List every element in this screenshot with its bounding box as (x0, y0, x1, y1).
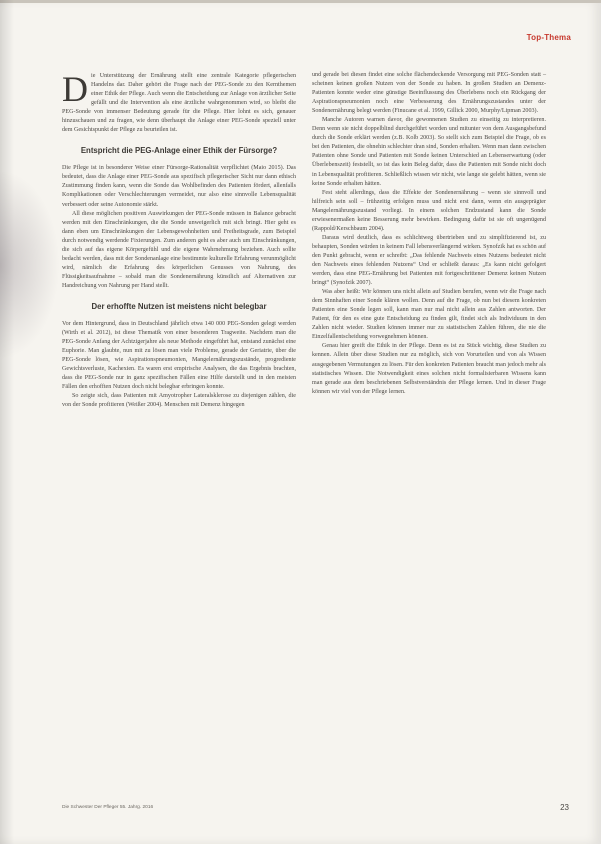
subheading-fuersorge: Entspricht die PEG-Anlage einer Ethik der Fürsorge? (80, 146, 278, 156)
body-paragraph: All diese möglichen positiven Auswirkungen der PEG-Sonde müssen in Balance gebracht werden mit den Einschränkungen, die die Sonde unweigerlich mit sich bringt. Hier geht es dann eben um Einschränkungen der Lebensgewohnheiten und Freiheitsgrade, zum Beispiel durch notwendig werdende Fixierungen. Zum anderen geht es aber auch um Einschränkungen, die sich auf das eigene Körpergefühl und die eigene Wahrnehmung beziehen. Auch sollte bedacht werden, dass mit der Sondenanlage eine bestimmte kulturelle Erfahrung verunmöglicht wird, nämlich die Erfahrung des körperlichen Genusses von Nahrung, des Flüssigkeitsaufnahme – sobald man die Sondenernährung künstlich auf Alternativen zur Handreichung von Nahrung per Hand stellt. (62, 210, 296, 289)
body-paragraph: Manche Autoren warnen davor, die gewonnenen Studien zu einseitig zu interpretieren. Denn wenn sie nicht doppelblind durchgeführt worden und mitunter von dem Ausgangsbefund durch die Sonde erklärt werden (z.B. Kolb 2003). So stellt sich zum Beispiel die Frage, ob es bei den Patienten, die ohnehin schlechter dran sind, Sonden erhalten. Wenn man dann zwischen Patienten ohne Sonde und Patienten mit Sonde keinen Unterschied an Lebenserwartung (oder Überlebenszeit) feststellt, so ist das kein Beleg dafür, dass die Patienten mit Sonde nicht doch in Lebensqualität profitieren. Schließlich wissen wir nicht, wie lange sie gelebt hätten, wenn sie keine Sonde erhalten hätten. (312, 117, 546, 187)
right-column (312, 71, 546, 397)
top-rule (0, 0, 601, 3)
journal-footer: Die Schwester Der Pfleger 55. Jahrg. 2016 (62, 805, 154, 810)
page-fold-shadow (0, 0, 14, 844)
body-paragraph: Die Pflege ist in besonderer Weise einer Fürsorge-Rationalität verpflichtet (Maio 2015). Das bedeutet, dass die Anlage einer PEG-Sonde aus spezifisch pflegerischer Sicht nur dann ethisch Zustimmung finden kann, wenn die Sonde das Wohlbefinden des Patienten fördert, allenfalls Komplikationen oder Verschlechterungen vermeidet, nur also eine sinnvolle Lebensqualität verbessert oder seine Autonomie stärkt. (62, 165, 296, 208)
page-number: 23 (560, 803, 569, 812)
drop-cap: D (62, 69, 88, 109)
left-column (62, 69, 296, 410)
body-paragraph: Vor dem Hintergrund, dass in Deutschland jährlich etwa 140 000 PEG-Sonden gelegt werden (Wirth et al. 2012), ist diese Thematik von einer besonderen Tragweite. Nachdem man die PEG-Sonde Anfang der Achtzigerjahre als neue Methode eingeführt hat, entstand zunächst eine Euphorie. Man glaubte, nun mit zu lösen man viele Probleme, gerade der Geriatrie, über die PEG-Sonde lösen, wie Aspirationspneumonien, Mangelernährungszustände, progrediente Gewichtsverluste, Kachexien. Es waren erst empirische Analysen, die das Ergebnis brachten, dass die PEG-Sonde nur in ganz spezifischen Fällen eine Hilfe darstellt und in den meisten Fällen den erhofften Nutzen doch nicht belegbar erbringen konnte. (62, 320, 296, 391)
section-label: Top-Thema (526, 33, 571, 42)
body-paragraph: Was aber heißt: Wir können uns nicht allein auf Studien berufen, wenn wir die Frage nach dem Sinnhaften einer Sonde klären wollen. Denn auf die Frage, ob nun bei diesem konkreten Patienten eine Sonde legen soll, kann man nur mal nicht allein aus Zahlen antworten. Der Patient, für den es eine gute Entscheidung zu finden gilt, findet sich als Individuum in den Zahlen nicht wieder. Studien können immer nur zu statistischen Zahlen führen, die nie die Einzelfallentscheidung vorwegnehmen können. (312, 289, 546, 341)
body-paragraph: Fest steht allerdings, dass die Effekte der Sondenernährung – wenn sie sinnvoll und hilfreich sein soll – frühzeitig erfolgen muss und nicht erst dann, wenn ein ausgeprägter Mangelernährungszustand vorliegt. In einem solchen Endzustand kann die Sonde erwiesenermaßen keine Besserung mehr bewirken. Bedingung dafür ist sie oft ungenügend (Rappold/Kerschbaum 2004). (312, 189, 546, 232)
body-paragraph: So zeigte sich, dass Patienten mit Amyotropher Lateralsklerose zu diejenigen zählen, die von der Sonde profitieren (Weißer 2004). Menschen mit Demenz hingegen (62, 393, 296, 409)
subheading-nutzen: Der erhoffte Nutzen ist meistens nicht belegbar (91, 301, 267, 311)
scan-shadow (0, 170, 60, 360)
body-paragraph: Genau hier greift die Ethik in der Pflege. Denn es ist zu Stück wichtig, diese Studien zu kennen. Allein über diese Studien nur zu möglich, sich von Vorurteilen und von als Wissen ausgegebenen Vermutungen zu lösen. Für den konkreten Patienten braucht man jedoch mehr als statistisches Wissen. Die Notwendigkeit eines solchen nicht formalisierbaren Wissens kann man gerade aus dem beschriebenen Selbstverständnis der Pflege lernen. Und in dieser Frage können wir viel von der Pflege lernen. (312, 343, 546, 395)
body-paragraph: und gerade bei diesen findet eine solche flächendeckende Versorgung mit PEG-Sonden statt – scheinen keinen großen Nutzen von der Sonde zu haben. In großen Studien an Demenz-Patienten konnte weder eine günstige Beeinflussung des Überlebens noch ein Rückgang der Aspirationspneumonien noch eine Verbesserung des Ernährungszustandes unter der Sondenernährung belegt werden (Finucane et al. 1999, Gillick 2000, Murphy/Lipman 2003). (312, 72, 546, 115)
body-paragraph: Daraus wird deutlich, dass es schlichtweg übertrieben und zu simplifizierend ist, zu behaupten, Sonden würden in keinem Fall lebensverlängernd wirken. Synofzik hat es schön auf den Punkt gebracht, wenn er schreibt: „Das fehlende Nachweis eines Nutzens bedeutet nicht den Nachweis eines fehlenden Nutzens“ Und er schließt daraus: „Es kann nicht gefolgert werden, dass eine PEG-Ernährung bei Patienten mit fortgeschrittener Demenz keinen Nutzen bringt“ (Synofzik 2007). (312, 234, 546, 287)
intro-text: ie Unterstützung der Ernährung stellt eine zentrale Kategorie pflegerischen Handelns dar. Daher gehört die Frage nach der PEG-Sonde zu den Kernthemen einer Ethik der Pflege. Auch wenn die Entscheidung zur Anlage von ärztlicher Seite gefällt und die Intervention als eine ärztliche wahrgenommen wird, so bleibt die PEG-Sonde von immenser Bedeutung gerade für die Pflege. Hier lohnt es sich, genauer hinzuschauen und zu fragen, wie denn überhaupt die Anlage einer PEG-Sonde speziell unter dem Gesichtspunkt der Pflege zu beurteilen ist. (62, 73, 296, 134)
intro-paragraph (62, 69, 296, 135)
